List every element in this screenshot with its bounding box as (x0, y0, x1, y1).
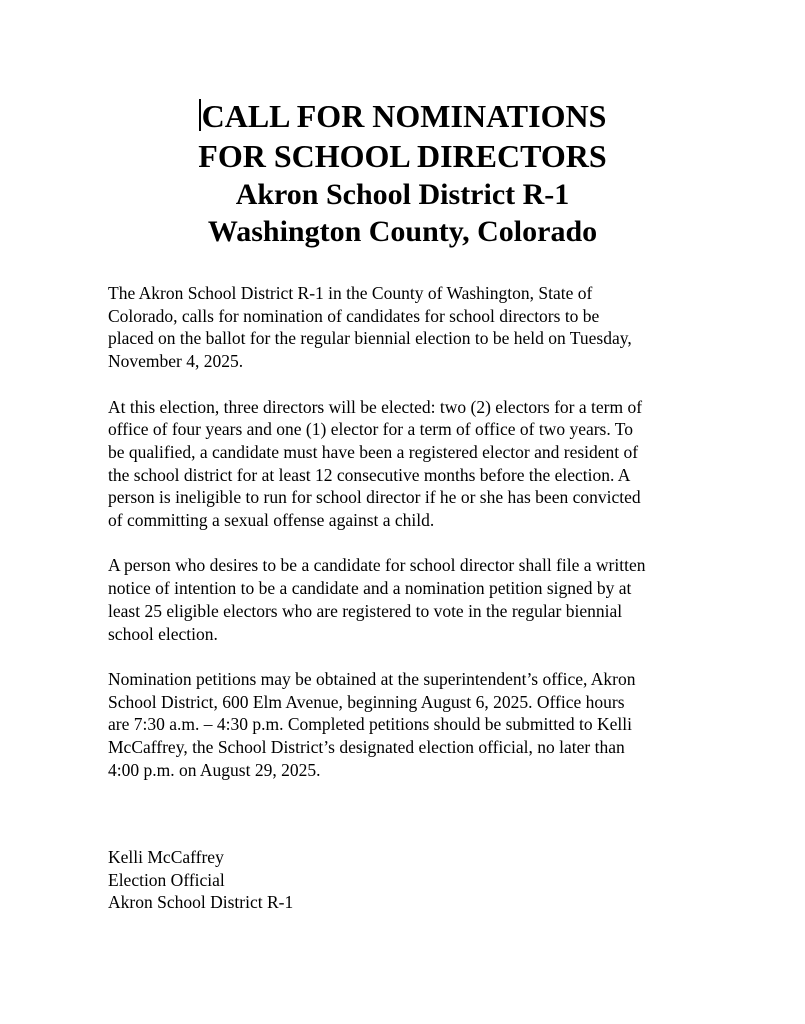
title-line-1 (0, 96, 805, 136)
signature-block (108, 846, 723, 914)
title-line-2: FOR SCHOOL DIRECTORS (198, 138, 607, 174)
signature-role: Election Official (108, 869, 225, 890)
text-cursor (199, 99, 201, 131)
title-line-1-text: CALL FOR NOMINATIONS (201, 98, 607, 134)
paragraph-intro: The Akron School District R-1 in the County of Washington, State of Colorado, calls for nomination of candidates for school directors to be placed on the ballot for the regular biennial election to be held on Tuesday, November 4, 2025. (108, 283, 632, 372)
document-body (108, 282, 723, 804)
document-heading (0, 96, 805, 250)
paragraph-candidate-filing: A person who desires to be a candidate for school director shall file a written notice of intention to be a candidate and a nomination petition signed by at least 25 eligible electors who are registered to vote in the regular biennial school election. (108, 555, 646, 644)
signature-organization: Akron School District R-1 (108, 892, 294, 913)
subtitle-district: Akron School District R-1 (235, 178, 570, 211)
paragraph-election-terms: At this election, three directors will be elected: two (2) electors for a term of office of four years and one (1) elector for a term of office of two years. To be qualified, a candidate must have been a registered elector and resident of the school district for at least 12 consecutive months before the election. A person is ineligible to run for school director if he or she has been convicted of committing a sexual offense against a child. (108, 396, 643, 531)
subtitle-county: Washington County, Colorado (207, 215, 598, 248)
paragraph-petitions: Nomination petitions may be obtained at the superintendent’s office, Akron School District, 600 Elm Avenue, beginning August 6, 2025. Office hours are 7:30 a.m. – 4:30 p.m. Completed petitions should be submitted to Kelli McCaffrey, the School District’s designated election official, no later than 4:00 p.m. on August 29, 2025. (108, 668, 636, 780)
signature-name: Kelli McCaffrey (108, 847, 224, 867)
